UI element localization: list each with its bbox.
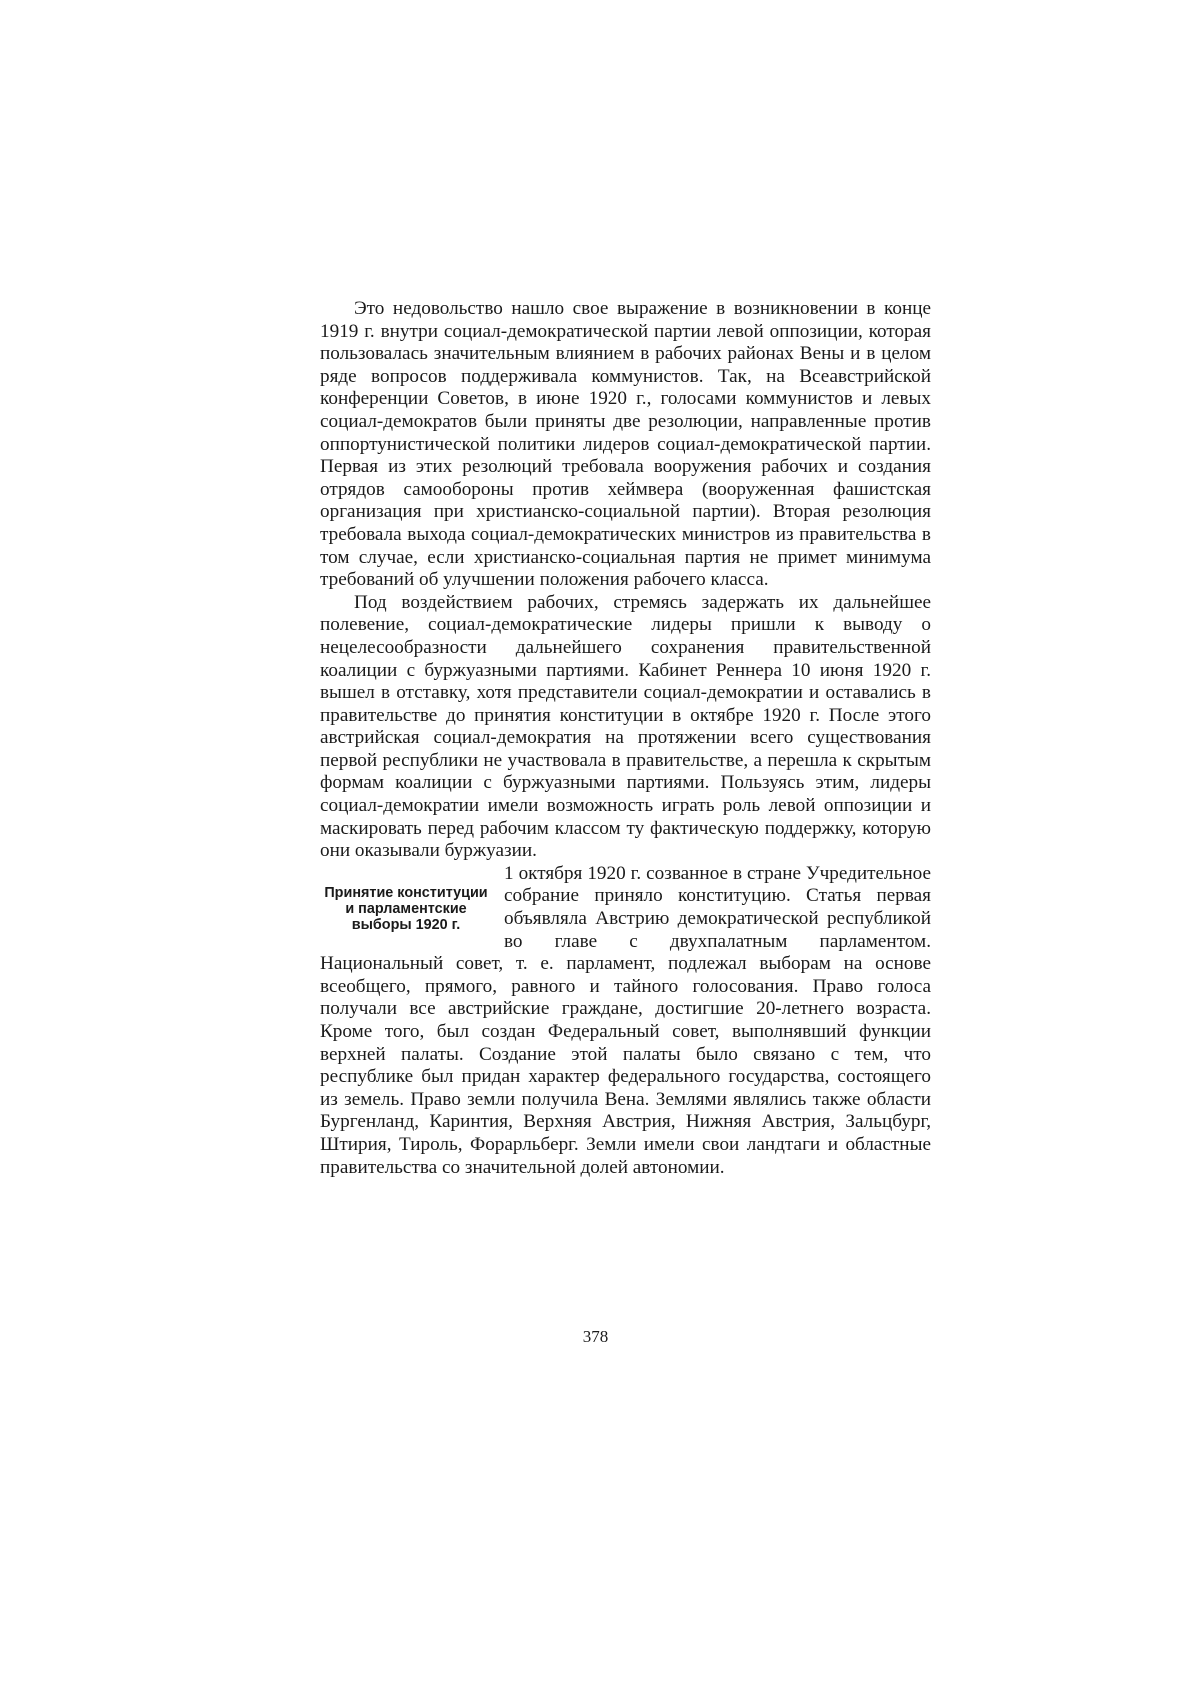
- paragraph-constitution: 1 октября 1920 г. созванное в стране Учредительное собрание приняло конституцию. Статья первая объявляла Австрию демократической республикой во главе с двухпалатным парламентом. Национальный совет, т. е. парламент, подлежал выборам на основе всеобщего, прямого, равного и тайного голосования. Право голоса получали все австрийские граждане, достигшие 20-летнего возраста. Кроме того, был создан Федеральный совет, выполнявший функции верхней палаты. Создание этой палаты было связано с тем, что республике был придан характер федерального государства, состоящего из земель. Право земли получила Вена. Землями являлись также области Бургенланд, Каринтия, Верхняя Австрия, Нижняя Австрия, Зальцбург, Штирия, Тироль, Форарльберг. Земли имели свои ландтаги и областные правительства со значительной долей автономии.: [320, 862, 931, 1178]
- body-text: [320, 298, 931, 1179]
- sidebar-heading: Принятие конституции и парламентские выборы 1920 г.: [324, 884, 488, 933]
- paragraph-discontent: Это недовольство нашло свое выражение в возникновении в конце 1919 г. внутри социал-демократической партии левой оппозиции, которая пользовалась значительным влиянием в рабочих районах Вены и в целом ряде вопросов поддерживала коммунистов. Так, на Всеавстрийской конференции Советов, в июне 1920 г., голосами коммунистов и левых социал-демократов были приняты две резолюции, направленные против оппортунистической политики лидеров социал-демократической партии. Первая из этих резолюций требовала вооружения рабочих и создания отрядов самообороны против хеймвера (вооруженная фашистская организация при христианско-социальной партии). Вторая резолюция требовала выхода социал-демократических министров из правительства в том случае, если христианско-социальная партия не примет минимума требований об улучшении положения рабочего класса.: [320, 298, 931, 591]
- paragraph-coalition: Под воздействием рабочих, стремясь задержать их дальнейшее полевение, социал-демократические лидеры пришли к выводу о нецелесообразности дальнейшего сохранения правительственной коалиции с буржуазными партиями. Кабинет Реннера 10 июня 1920 г. вышел в отставку, хотя представители социал-демократии и оставались в правительстве до принятия конституции в октябре 1920 г. После этого австрийская социал-демократия на протяжении всего существования первой республики не участвовала в правительстве, а перешла к скрытым формам коалиции с буржуазными партиями. Пользуясь этим, лидеры социал-демократии имели возможность играть роль левой оппозиции и маскировать перед рабочим классом ту фактическую поддержку, которую они оказывали буржуазии.: [320, 591, 931, 862]
- section-constitution: [320, 863, 931, 1179]
- page-number: 378: [582, 1327, 609, 1346]
